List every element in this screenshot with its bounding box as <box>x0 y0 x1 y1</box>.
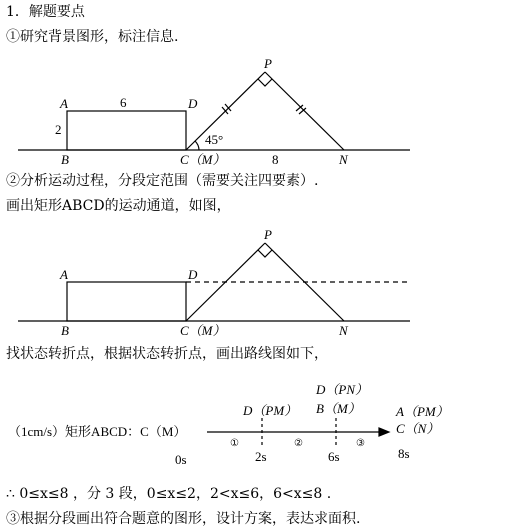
timeline-segment-3: ③ <box>356 438 365 449</box>
timeline-segment-2: ② <box>294 438 303 449</box>
fig2-label-B: B <box>61 323 69 338</box>
figure2 <box>18 243 410 321</box>
fig1-label-D: D <box>188 96 198 111</box>
timeline-speed-label: （1cm/s）矩形ABCD：C（M） <box>8 424 187 439</box>
fig1-angle-arc <box>195 141 199 150</box>
fig1-label-A: A <box>60 96 68 111</box>
fig2-label-A: A <box>60 267 68 282</box>
fig1-side-PN <box>265 72 344 150</box>
step3-text: ③根据分段画出符合题意的图形，设计方案，表达求面积. <box>6 511 361 527</box>
fig1-label-B: B <box>61 152 69 167</box>
timeline-time-8: 8s <box>398 446 410 461</box>
timeline-point2-label-top: D（PN） <box>316 382 369 397</box>
fig1-label-N: N <box>339 152 348 167</box>
step2-text: ②分析运动过程，分段定范围（需要关注四要素）. <box>6 173 319 189</box>
fig2-label-N: N <box>339 323 348 338</box>
fig1-label-P: P <box>264 56 272 71</box>
timeline-point3-label-bottom: C（N） <box>396 421 440 436</box>
heading: 1．解题要点 <box>6 4 85 20</box>
timeline-time-2: 2s <box>255 449 267 464</box>
fig1-angle-label: 45° <box>205 132 224 147</box>
timeline-time-0: 0s <box>175 452 187 467</box>
find-points-text: 找状态转折点，根据状态转折点，画出路线图如下， <box>6 346 328 362</box>
fig2-right-angle-mark <box>258 250 272 257</box>
timeline-segment-1: ① <box>230 438 239 449</box>
fig1-length-AB: 2 <box>55 122 62 137</box>
timeline-point3-label-top: A（PM） <box>396 404 449 419</box>
timeline-time-6: 6s <box>328 449 340 464</box>
conclusion-text: ∴ 0≤x≤8 ，分 3 段，0≤x≤2，2<x≤6，6<x≤8 . <box>6 486 332 502</box>
fig2-rectangle <box>67 282 186 321</box>
fig1-right-angle-mark <box>258 79 272 86</box>
fig2-label-D: D <box>188 267 198 282</box>
timeline-point1-label: D（PM） <box>243 403 298 418</box>
fig2-label-P: P <box>264 227 272 242</box>
timeline-point2-label-bottom: B（M） <box>316 401 361 416</box>
fig1-length-AD: 6 <box>120 95 127 110</box>
fig2-label-C: C（M） <box>180 323 226 338</box>
fig1-label-C: C（M） <box>180 152 226 167</box>
timeline-arrow-head <box>379 428 389 436</box>
draw-channel-text: 画出矩形ABCD的运动通道，如图， <box>6 198 231 214</box>
fig1-length-MN: 8 <box>272 152 279 167</box>
step1-text: ①研究背景图形，标注信息. <box>6 29 179 45</box>
fig1-rectangle <box>67 111 186 150</box>
